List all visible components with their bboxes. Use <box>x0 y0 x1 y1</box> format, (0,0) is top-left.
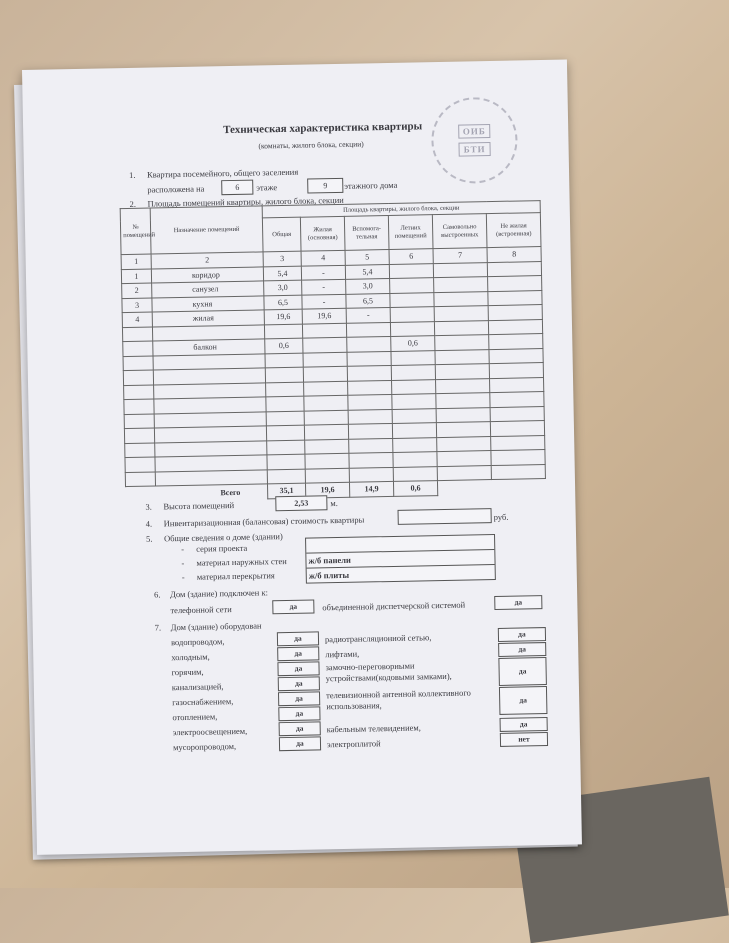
equip-value: да <box>498 657 547 686</box>
header-self-built: Самовольно выстроенных <box>432 214 487 249</box>
room-total: 3,0 <box>264 280 302 295</box>
floor-value: 6 <box>221 180 253 196</box>
room-aux: - <box>346 307 390 322</box>
equip-value: да <box>278 706 320 721</box>
room-summer: 0,6 <box>391 336 435 351</box>
equip-value: да <box>278 676 320 691</box>
s6-number: 6. <box>153 589 161 600</box>
colnum: 4 <box>301 250 345 265</box>
room-number: 1 <box>121 269 151 284</box>
room-aux: 5,4 <box>345 264 389 279</box>
room-total: 6,5 <box>264 295 302 310</box>
header-total: Общая <box>262 217 301 252</box>
document-subtitle: (комнаты, жилого блока, секции) <box>258 139 364 151</box>
total-total: 35,1 <box>267 483 305 498</box>
dispatch-label: объединенной диспетчерской системой <box>322 599 466 613</box>
equip-label: замочно-переговорными устройствами(кодовыми замками), <box>325 660 452 684</box>
header-area-group: Площадь квартиры, жилого блока, секции <box>262 201 540 218</box>
equip-label: холодным, <box>171 651 210 663</box>
s1-located: расположена на <box>147 183 205 195</box>
room-number: 3 <box>122 298 152 313</box>
colnum: 8 <box>487 247 541 263</box>
equip-label: электроплитой <box>326 738 381 750</box>
room-summer <box>390 278 434 293</box>
room-number: 2 <box>122 283 152 298</box>
equip-label: водопроводом, <box>170 636 225 648</box>
stamp-mark-1: ОИБ <box>458 124 491 139</box>
dash: - <box>181 557 185 569</box>
header-auxiliary: Вспомога-тельная <box>344 215 389 250</box>
height-unit: м. <box>330 498 338 509</box>
equip-label: канализацией, <box>171 681 224 693</box>
room-name: санузел <box>152 281 264 298</box>
room-living: - <box>302 279 346 294</box>
equip-label: отоплением, <box>172 711 218 723</box>
equip-value: да <box>279 736 321 751</box>
room-number <box>123 341 153 356</box>
stamp <box>431 97 519 185</box>
colnum: 5 <box>345 249 389 264</box>
room-aux <box>347 336 391 351</box>
s1-text: Квартира посемейного, общего заселения <box>146 166 299 180</box>
s7-number: 7. <box>154 622 162 633</box>
header-room-number: № помещений <box>120 208 151 255</box>
equip-value: нет <box>500 732 548 747</box>
equip-value: да <box>500 717 548 732</box>
s6-text: Дом (здание) подключен к: <box>169 587 269 600</box>
cost-value <box>398 508 492 525</box>
dash: - <box>181 571 185 583</box>
floors-total-value: 9 <box>307 178 343 194</box>
room-living: - <box>301 265 345 280</box>
room-number: 4 <box>122 312 152 327</box>
colnum: 7 <box>433 248 487 264</box>
room-aux: 6,5 <box>346 293 390 308</box>
document-title: Техническая характеристика квартиры <box>223 120 423 137</box>
equip-label: радиотрансляционной сетью, <box>324 632 432 645</box>
floors-material-label: материал перекрытия <box>196 570 275 582</box>
s4-number: 4. <box>145 518 153 529</box>
s2-text: Площадь помещений квартиры, жилого блока, секции <box>147 194 344 209</box>
room-living: - <box>302 294 346 309</box>
walls-value: ж/б панели <box>306 550 494 569</box>
dispatch-value: да <box>494 595 542 610</box>
total-aux: 14,9 <box>349 481 393 496</box>
floors-material-value: ж/б плиты <box>308 569 350 581</box>
s3-text: Высота помещений <box>163 500 235 512</box>
room-summer <box>389 263 433 278</box>
equip-value: да <box>277 646 319 661</box>
equip-label: телевизионной антенной коллективного использования, <box>325 687 471 712</box>
equip-value: да <box>279 721 321 736</box>
house-info-box <box>305 534 496 584</box>
cost-unit: руб. <box>493 511 509 523</box>
s1-floor-label: этаже <box>256 182 278 193</box>
stamp-mark-2: БТИ <box>459 142 491 157</box>
s1-storey-label: этажного дома <box>344 179 398 191</box>
colnum: 2 <box>151 252 263 269</box>
equip-label: лифтами, <box>325 648 360 660</box>
total-summer: 0,6 <box>393 481 437 496</box>
phone-label: телефонной сети <box>170 604 232 616</box>
equip-label: газоснабжением, <box>172 696 234 708</box>
walls-label: материал наружных стен <box>196 556 287 568</box>
room-name: коридор <box>151 266 263 283</box>
header-summer: Летних помещений <box>388 215 433 250</box>
s1-number: 1. <box>128 169 136 180</box>
equip-value: да <box>277 661 319 676</box>
room-living <box>303 337 347 352</box>
series-label: серия проекта <box>196 542 248 554</box>
equip-value: да <box>499 686 548 715</box>
room-living: 19,6 <box>302 308 346 323</box>
phone-value: да <box>272 599 314 614</box>
room-name: кухня <box>152 295 264 312</box>
area-table <box>120 200 547 502</box>
header-non-living: Не жилая (встроенная) <box>486 213 541 248</box>
dash: - <box>181 543 185 555</box>
s5-number: 5. <box>145 533 153 544</box>
room-total: 0,6 <box>265 338 303 353</box>
equip-value: да <box>278 691 320 706</box>
equip-value: да <box>498 642 546 657</box>
room-name: балкон <box>153 339 265 356</box>
colnum: 6 <box>389 249 433 264</box>
total-label: Всего <box>220 487 241 497</box>
room-total: 5,4 <box>263 266 301 281</box>
s7-text: Дом (здание) оборудован <box>170 620 262 633</box>
s3-number: 3. <box>145 501 152 512</box>
s2-number: 2. <box>129 198 137 209</box>
colnum: 3 <box>263 251 301 266</box>
equip-value: да <box>498 627 546 642</box>
room-aux: 3,0 <box>346 278 390 293</box>
equip-label: мусоропроводом, <box>172 741 237 753</box>
colnum: 1 <box>121 254 151 269</box>
room-summer <box>390 292 434 307</box>
equip-label: кабельным телевидением, <box>326 722 421 735</box>
header-living: Жилая (основная) <box>300 216 345 251</box>
equip-value: да <box>277 631 319 646</box>
document-page <box>22 60 582 855</box>
room-total: 19,6 <box>264 309 302 324</box>
equip-label: горячим, <box>171 666 204 678</box>
room-summer <box>390 307 434 322</box>
s5-text: Общие сведения о доме (здании) <box>163 531 283 544</box>
height-value: 2,53 <box>275 495 327 511</box>
s4-text: Инвентаризационная (балансовая) стоимость квартиры <box>163 514 365 529</box>
room-name: жилая <box>152 310 264 327</box>
header-room-purpose: Назначение помещений <box>150 206 263 254</box>
total-living: 19,6 <box>305 482 349 497</box>
equip-label: электроосвещением, <box>172 725 248 738</box>
